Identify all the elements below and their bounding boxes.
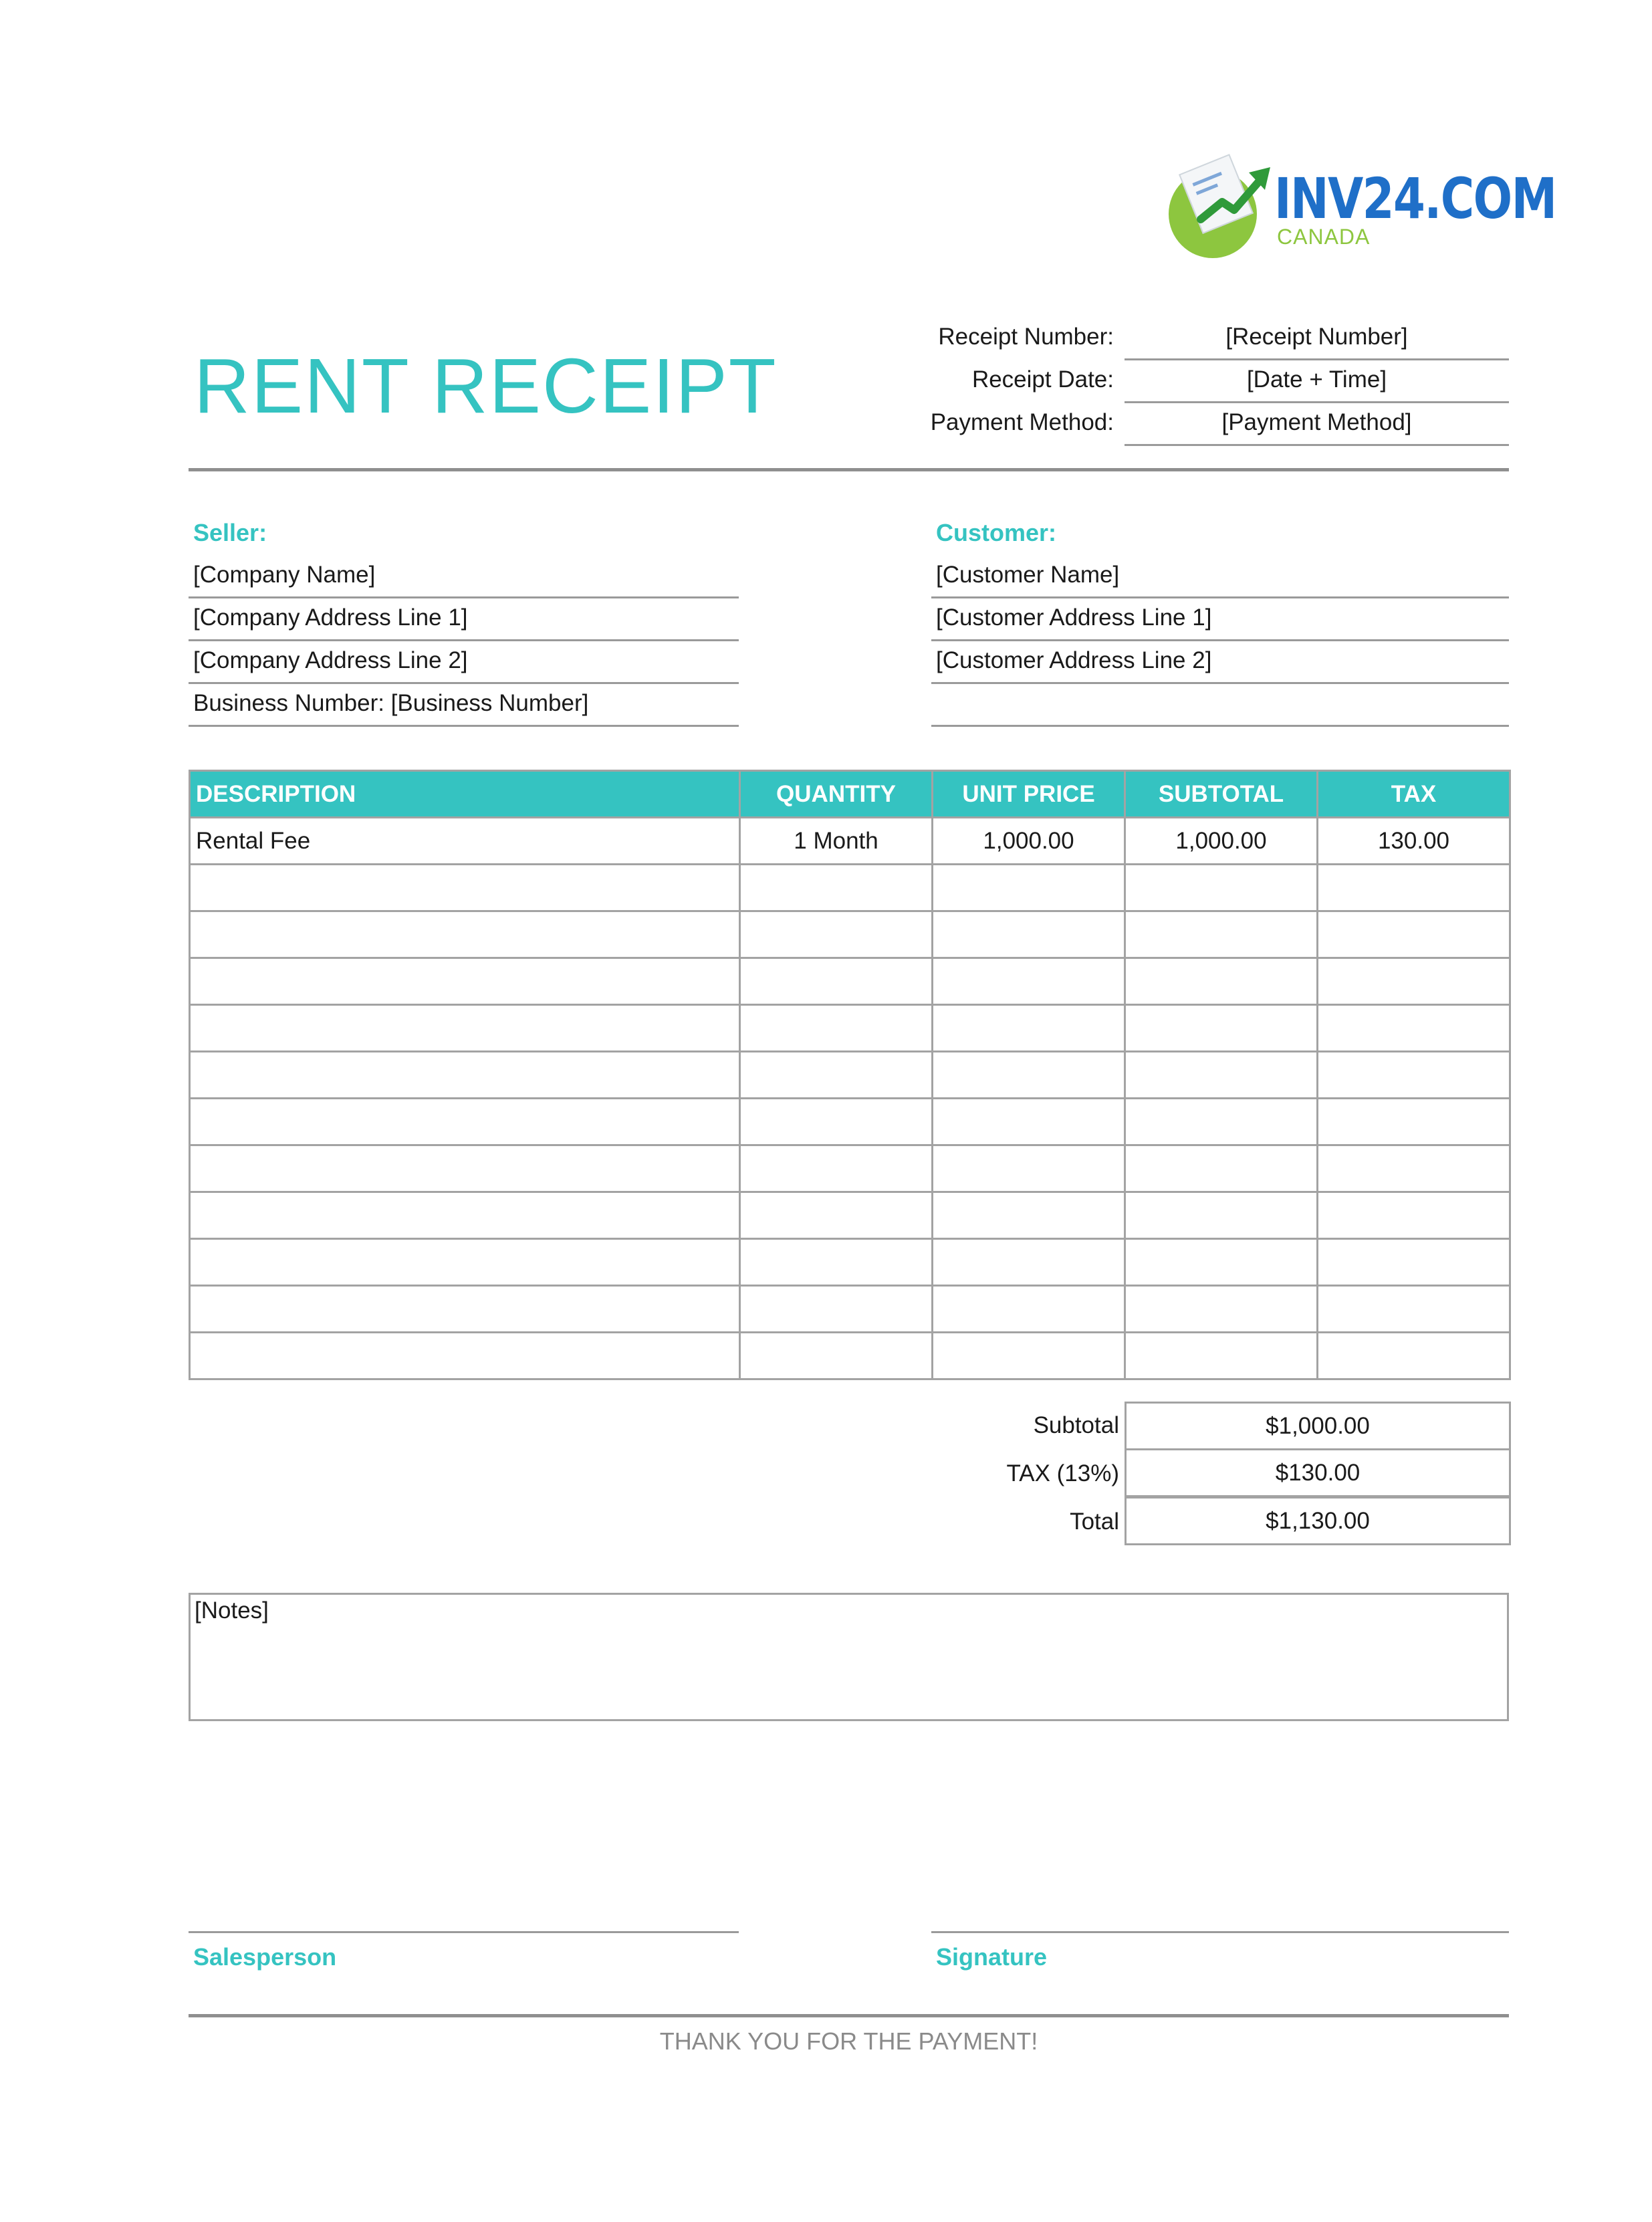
table-row	[190, 1333, 1510, 1379]
table-row	[190, 1192, 1510, 1239]
cell-quantity[interactable]	[740, 958, 933, 1005]
cell-subtotal[interactable]	[1125, 1239, 1318, 1286]
footer-divider	[189, 2014, 1509, 2017]
column-header-description: DESCRIPTION	[190, 771, 740, 818]
footer-thank-you: THANK YOU FOR THE PAYMENT!	[659, 2027, 1038, 2055]
cell-unit-price[interactable]	[933, 958, 1125, 1005]
cell-subtotal[interactable]	[1125, 911, 1318, 958]
cell-description[interactable]	[190, 911, 740, 958]
tax-label: TAX (13%)	[1006, 1460, 1119, 1486]
cell-unit-price[interactable]	[933, 1005, 1125, 1052]
seller-line-divider	[189, 596, 739, 598]
cell-quantity[interactable]	[740, 911, 933, 958]
cell-unit-price[interactable]	[933, 911, 1125, 958]
notes-text: [Notes]	[195, 1597, 269, 1624]
receipt-date-underline	[1125, 401, 1509, 403]
seller-company-name[interactable]: [Company Name]	[193, 562, 376, 588]
cell-unit-price[interactable]	[933, 1333, 1125, 1379]
logo-brand-text: INV24.COM	[1274, 166, 1556, 231]
payment-method-underline	[1125, 444, 1509, 446]
logo-growth-arrow-icon	[1195, 160, 1276, 234]
table-row	[190, 1286, 1510, 1333]
customer-line-divider	[931, 596, 1509, 598]
cell-description[interactable]	[190, 1052, 740, 1099]
cell-tax[interactable]	[1318, 1145, 1510, 1192]
cell-tax[interactable]: 130.00	[1318, 818, 1510, 865]
receipt-number-underline	[1125, 358, 1509, 360]
cell-unit-price[interactable]	[933, 1099, 1125, 1145]
seller-line-divider	[189, 639, 739, 641]
customer-line-divider	[931, 725, 1509, 727]
document-title: RENT RECEIPT	[194, 342, 778, 429]
cell-description[interactable]	[190, 1239, 740, 1286]
cell-subtotal[interactable]	[1125, 1145, 1318, 1192]
cell-subtotal[interactable]	[1125, 958, 1318, 1005]
cell-tax[interactable]	[1318, 1005, 1510, 1052]
cell-subtotal[interactable]	[1125, 1099, 1318, 1145]
column-header-quantity: QUANTITY	[740, 771, 933, 818]
cell-quantity[interactable]	[740, 865, 933, 911]
cell-subtotal[interactable]	[1125, 865, 1318, 911]
total-value[interactable]: $1,130.00	[1125, 1496, 1511, 1545]
table-row	[190, 1052, 1510, 1099]
cell-tax[interactable]	[1318, 865, 1510, 911]
customer-address-line-2[interactable]: [Customer Address Line 2]	[936, 647, 1212, 673]
cell-tax[interactable]	[1318, 1239, 1510, 1286]
cell-subtotal[interactable]: 1,000.00	[1125, 818, 1318, 865]
cell-unit-price[interactable]	[933, 1052, 1125, 1099]
customer-line-divider	[931, 639, 1509, 641]
cell-quantity[interactable]	[740, 1005, 933, 1052]
column-header-subtotal: SUBTOTAL	[1125, 771, 1318, 818]
header-divider	[189, 468, 1509, 471]
cell-tax[interactable]	[1318, 911, 1510, 958]
cell-subtotal[interactable]	[1125, 1286, 1318, 1333]
cell-quantity[interactable]	[740, 1192, 933, 1239]
cell-unit-price[interactable]	[933, 1286, 1125, 1333]
table-row	[190, 1099, 1510, 1145]
salesperson-signature-line	[189, 1931, 739, 1933]
cell-tax[interactable]	[1318, 1333, 1510, 1379]
table-row	[190, 958, 1510, 1005]
cell-tax[interactable]	[1318, 1192, 1510, 1239]
cell-description[interactable]	[190, 1192, 740, 1239]
signature-label: Signature	[936, 1943, 1048, 1971]
cell-unit-price[interactable]	[933, 1192, 1125, 1239]
cell-description[interactable]	[190, 1005, 740, 1052]
cell-quantity[interactable]	[740, 1099, 933, 1145]
customer-name[interactable]: [Customer Name]	[936, 562, 1120, 588]
cell-quantity[interactable]	[740, 1333, 933, 1379]
salesperson-label: Salesperson	[193, 1943, 337, 1971]
cell-description[interactable]: Rental Fee	[190, 818, 740, 865]
payment-method-label: Payment Method:	[930, 409, 1114, 435]
total-label: Total	[1070, 1509, 1119, 1535]
cell-subtotal[interactable]	[1125, 1052, 1318, 1099]
seller-address-line-2[interactable]: [Company Address Line 2]	[193, 647, 468, 673]
subtotal-label: Subtotal	[1033, 1412, 1119, 1438]
receipt-date-value[interactable]: [Date + Time]	[1246, 366, 1387, 393]
cell-description[interactable]	[190, 865, 740, 911]
customer-line-divider	[931, 682, 1509, 684]
column-header-tax: TAX	[1318, 771, 1510, 818]
cell-subtotal[interactable]	[1125, 1333, 1318, 1379]
cell-tax[interactable]	[1318, 1052, 1510, 1099]
cell-tax[interactable]	[1318, 1286, 1510, 1333]
brand-logo	[1169, 155, 1556, 262]
seller-line-divider	[189, 725, 739, 727]
table-row	[190, 865, 1510, 911]
table-header-row	[190, 771, 1510, 818]
cell-description[interactable]	[190, 1145, 740, 1192]
cell-description[interactable]	[190, 958, 740, 1005]
table-row	[190, 911, 1510, 958]
cell-unit-price[interactable]	[933, 865, 1125, 911]
cell-quantity[interactable]	[740, 1286, 933, 1333]
column-header-unit-price: UNIT PRICE	[933, 771, 1125, 818]
table-row	[190, 1005, 1510, 1052]
table-row	[190, 818, 1510, 865]
customer-address-line-1[interactable]: [Customer Address Line 1]	[936, 604, 1212, 631]
seller-line-divider	[189, 682, 739, 684]
cell-description[interactable]	[190, 1099, 740, 1145]
cell-tax[interactable]	[1318, 1099, 1510, 1145]
cell-unit-price[interactable]	[933, 1239, 1125, 1286]
cell-unit-price[interactable]	[933, 1145, 1125, 1192]
cell-subtotal[interactable]	[1125, 1005, 1318, 1052]
cell-description[interactable]	[190, 1333, 740, 1379]
seller-business-number[interactable]: Business Number: [Business Number]	[193, 690, 589, 716]
line-items-table	[189, 770, 1511, 1380]
customer-heading: Customer:	[936, 519, 1057, 546]
cell-tax[interactable]	[1318, 958, 1510, 1005]
cell-quantity[interactable]	[740, 1145, 933, 1192]
seller-address-line-1[interactable]: [Company Address Line 1]	[193, 604, 468, 631]
payment-method-value[interactable]: [Payment Method]	[1221, 409, 1412, 435]
cell-quantity[interactable]	[740, 1052, 933, 1099]
cell-quantity[interactable]: 1 Month	[740, 818, 933, 865]
table-row	[190, 1145, 1510, 1192]
receipt-number-label: Receipt Number:	[938, 324, 1114, 350]
receipt-date-label: Receipt Date:	[971, 366, 1114, 393]
signature-line	[931, 1931, 1509, 1933]
tax-value[interactable]: $130.00	[1125, 1448, 1511, 1497]
cell-unit-price[interactable]: 1,000.00	[933, 818, 1125, 865]
seller-heading: Seller:	[193, 519, 267, 546]
cell-description[interactable]	[190, 1286, 740, 1333]
table-row	[190, 1239, 1510, 1286]
cell-quantity[interactable]	[740, 1239, 933, 1286]
subtotal-value[interactable]: $1,000.00	[1125, 1402, 1511, 1450]
notes-box[interactable]	[189, 1593, 1509, 1721]
cell-subtotal[interactable]	[1125, 1192, 1318, 1239]
logo-region-text: CANADA	[1277, 225, 1371, 249]
receipt-number-value[interactable]: [Receipt Number]	[1225, 324, 1408, 350]
